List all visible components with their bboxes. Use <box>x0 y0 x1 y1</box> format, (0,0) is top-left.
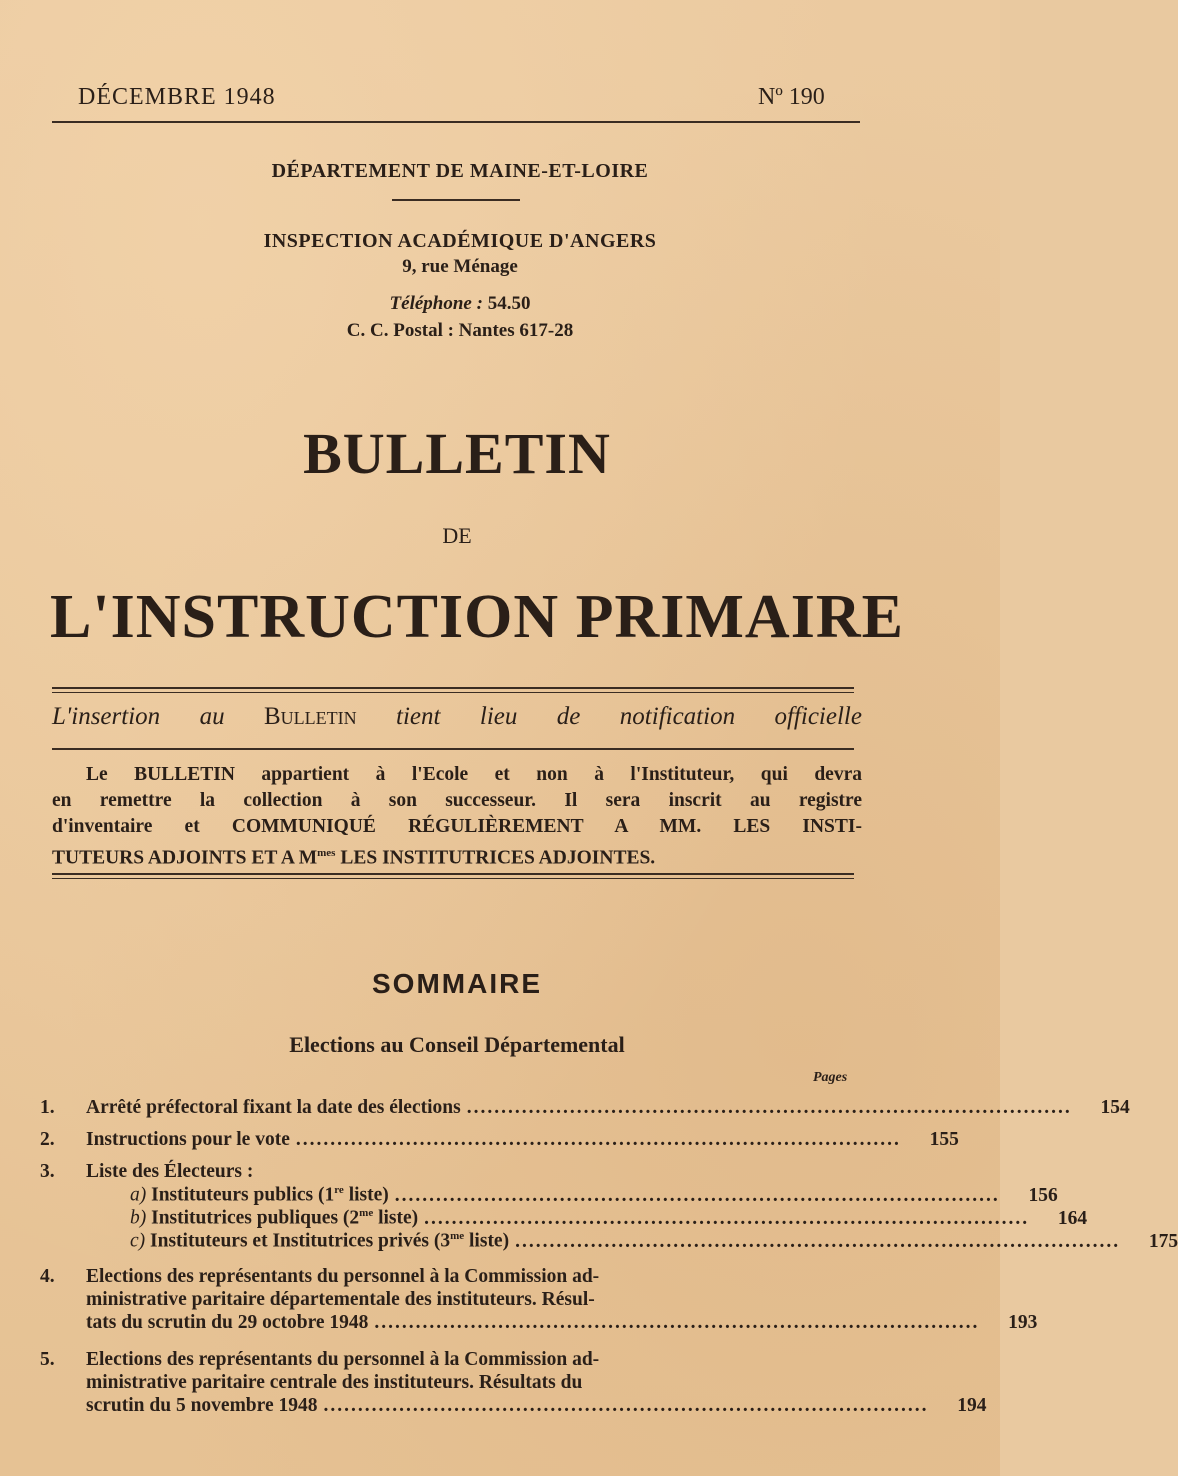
toc-leader: ........................................................................................ <box>466 1097 1072 1118</box>
notice-word: de <box>556 703 581 730</box>
notice-word: tient <box>396 703 441 730</box>
toc-item <box>40 1266 1038 1346</box>
toc-number: 3. <box>40 1161 55 1182</box>
notice-word: lieu <box>479 703 518 730</box>
toc-page: 175 <box>1148 1230 1178 1252</box>
toc-page: 194 <box>957 1395 987 1416</box>
warning-line: d'inventaire et COMMUNIQUÉ RÉGULIÈREMENT A MM. LES INSTI- <box>52 816 862 837</box>
toc-letter: c) <box>130 1230 146 1252</box>
header-rule <box>52 121 860 123</box>
toc-title: Instructions pour le vote <box>86 1129 290 1150</box>
inspection-address: 9, rue Ménage <box>402 256 518 277</box>
notice-word: Bulletin <box>263 703 357 730</box>
title-de: DE <box>442 523 472 548</box>
toc-text-part: Instituteurs publics (1 <box>146 1184 335 1206</box>
warning-line: en remettre la collection à son successeur. Il sera inscrit au registre <box>52 790 862 811</box>
toc-leader: ........................................................................................ <box>295 1129 901 1150</box>
title-bulletin: BULLETIN <box>303 421 611 486</box>
pages-column-label: Pages <box>813 1070 848 1085</box>
toc-number: 4. <box>40 1266 55 1287</box>
ownership-warning <box>52 762 862 872</box>
toc-superscript: re <box>334 1184 344 1196</box>
toc-letter: b) <box>130 1207 147 1229</box>
toc-last-line <box>86 1395 987 1421</box>
department-rule <box>392 199 520 201</box>
toc-title-line: Elections des représentants du personnel à la Commission ad- <box>86 1266 600 1287</box>
warning-text: LES INSTITUTRICES ADJOINTES. <box>335 847 656 869</box>
toc-leader: ........................................................................................ <box>374 1312 980 1333</box>
toc-text-part: Institutrices publiques (2 <box>146 1207 360 1229</box>
phone-label: Téléphone : <box>389 293 483 314</box>
warning-line <box>52 840 862 872</box>
notice-word: L'insertion <box>52 703 161 730</box>
toc-last-line <box>86 1312 1038 1338</box>
toc-title-line: Elections des représentants du personnel à la Commission ad- <box>86 1349 600 1370</box>
toc-title <box>40 1230 509 1253</box>
department-name: DÉPARTEMENT DE MAINE-ET-LOIRE <box>271 160 649 182</box>
inspection-phone <box>0 293 960 315</box>
toc-subitem <box>40 1230 1178 1256</box>
toc-title-line: ministrative paritaire départementale des instituteurs. Résul- <box>86 1289 595 1310</box>
toc-title-line: scrutin du 5 novembre 1948 <box>86 1395 318 1416</box>
toc-number: 1. <box>40 1097 55 1118</box>
toc-item <box>40 1349 987 1429</box>
toc-item <box>40 1129 959 1155</box>
toc-number: 5. <box>40 1349 55 1370</box>
toc-page: 155 <box>929 1129 959 1150</box>
notice-word: notification <box>619 703 736 730</box>
toc-text-part: liste) <box>373 1207 419 1229</box>
toc-letter: a) <box>130 1184 147 1206</box>
toc-leader: ........................................................................................ <box>394 1184 1000 1206</box>
toc-superscript: me <box>450 1230 465 1242</box>
toc-page: 164 <box>1057 1207 1088 1229</box>
notice-word: au <box>199 703 225 730</box>
double-rule-bottom <box>52 873 854 879</box>
toc-text-part: Instituteurs et Institutrices privés (3 <box>145 1230 451 1252</box>
toc-title-line: tats du scrutin du 29 octobre 1948 <box>86 1312 369 1333</box>
notice-word: officielle <box>774 703 862 730</box>
toc-number: 2. <box>40 1129 55 1150</box>
notification-notice <box>52 703 862 731</box>
toc-text-part: liste) <box>343 1184 389 1206</box>
toc-superscript: me <box>359 1207 374 1219</box>
inspection-name: INSPECTION ACADÉMIQUE D'ANGERS <box>263 230 657 252</box>
toc-leader: ........................................................................................ <box>515 1230 1121 1252</box>
toc-title: Liste des Électeurs : <box>86 1161 254 1182</box>
double-rule-top <box>52 687 854 693</box>
toc-text-part: liste) <box>464 1230 510 1252</box>
toc-title <box>40 1207 418 1230</box>
title-instruction-primaire: L'INSTRUCTION PRIMAIRE <box>50 583 904 651</box>
toc-leader: ........................................................................................ <box>323 1395 929 1416</box>
phone-number: 54.50 <box>487 293 531 314</box>
sommaire-subheading: Elections au Conseil Départemental <box>289 1032 625 1057</box>
warning-superscript: mes <box>317 847 336 859</box>
warning-line: Le BULLETIN appartient à l'Ecole et non à l'Instituteur, qui devra <box>86 764 862 785</box>
toc-title-line: ministrative paritaire centrale des instituteurs. Résultats du <box>86 1372 583 1393</box>
warning-text: TUTEURS ADJOINTS ET A M <box>52 847 318 869</box>
issue-date: DÉCEMBRE 1948 <box>78 84 276 110</box>
sommaire-heading: SOMMAIRE <box>372 968 542 999</box>
toc-title: Arrêté préfectoral fixant la date des élections <box>86 1097 461 1118</box>
postal-account: C. C. Postal : Nantes 617-28 <box>346 320 574 341</box>
toc-leader: ........................................................................................ <box>424 1207 1030 1229</box>
toc-page: 156 <box>1028 1184 1058 1206</box>
toc-page: 193 <box>1008 1312 1038 1333</box>
notice-rule <box>52 748 854 750</box>
toc-item <box>40 1097 1130 1123</box>
toc-page: 154 <box>1100 1097 1130 1118</box>
toc-title <box>40 1184 389 1207</box>
issue-number: Nº 190 <box>758 84 825 110</box>
